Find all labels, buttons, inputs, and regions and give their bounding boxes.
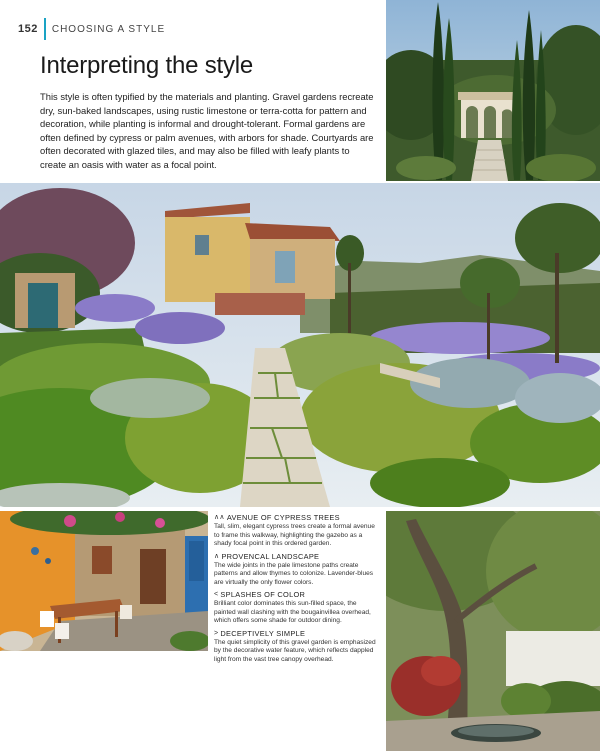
caption-heading — [214, 590, 380, 600]
caption-title: PROVENCAL LANDSCAPE — [221, 551, 320, 561]
intro-paragraph: This style is often typified by the materials and planting. Gravel gardens recreate dry, sun-baked landscapes, using rustic limestone or terra-cotta for pattern and decoration, while planting is informal and drought-tolerant. Formal gardens are often defined by cypress or palm avenues, with arbors for shade. Courtyards are often decorated with glazed tiles, and may also be filled with leafy plants to create an oasis with water as a focal point. — [40, 91, 374, 170]
caption-title: DECEPTIVELY SIMPLE — [220, 628, 306, 638]
caption-pointer-up-up: ∧∧ — [214, 514, 225, 521]
caption-deceptively-simple — [214, 629, 380, 665]
provencal-landscape-photo — [0, 183, 600, 507]
page-title: Interpreting the style — [40, 52, 254, 79]
caption-title: SPLASHES OF COLOR — [220, 590, 306, 599]
caption-pointer-up: ∧ — [214, 552, 220, 560]
caption-avenue-of-cypress-trees — [214, 513, 380, 549]
running-header — [18, 22, 165, 36]
caption-pointer-left: < — [214, 591, 219, 598]
courtyard-dining-photo — [0, 511, 208, 651]
caption-text: Brilliant color dominates this sun-filled space, the painted wall clashing with the bougainvillea overhead, which offers some shade for outdoor dining. — [214, 600, 371, 624]
cypress-avenue-gazebo-photo — [386, 0, 600, 181]
section-name: CHOOSING A STYLE — [51, 23, 166, 35]
photo-captions — [214, 513, 380, 667]
caption-title: AVENUE OF CYPRESS TREES — [226, 513, 340, 522]
header-accent-bar — [44, 18, 46, 40]
caption-text: Tall, slim, elegant cypress trees create a formal avenue to frame this walkway, highlighting the gazebo as a shady focal point in this ordered garden. — [214, 523, 375, 547]
caption-text: The wide joints in the pale limestone paths create patterns and allow thymes to colonize. Lavender-blues are virtually the only flower colors. — [214, 561, 374, 586]
caption-splashes-of-color — [214, 590, 380, 626]
gravel-garden-water-feature-photo — [386, 511, 600, 751]
caption-heading — [214, 629, 380, 639]
caption-text: The quiet simplicity of this gravel garden is emphasized by the decorative water feature, which reflects dappled light from the vast tree canopy overhead. — [214, 638, 376, 663]
caption-provencal-landscape — [214, 552, 380, 588]
caption-heading — [214, 552, 380, 562]
caption-pointer-right: > — [214, 629, 219, 637]
caption-heading — [214, 513, 380, 523]
page-number: 152 — [18, 23, 38, 35]
